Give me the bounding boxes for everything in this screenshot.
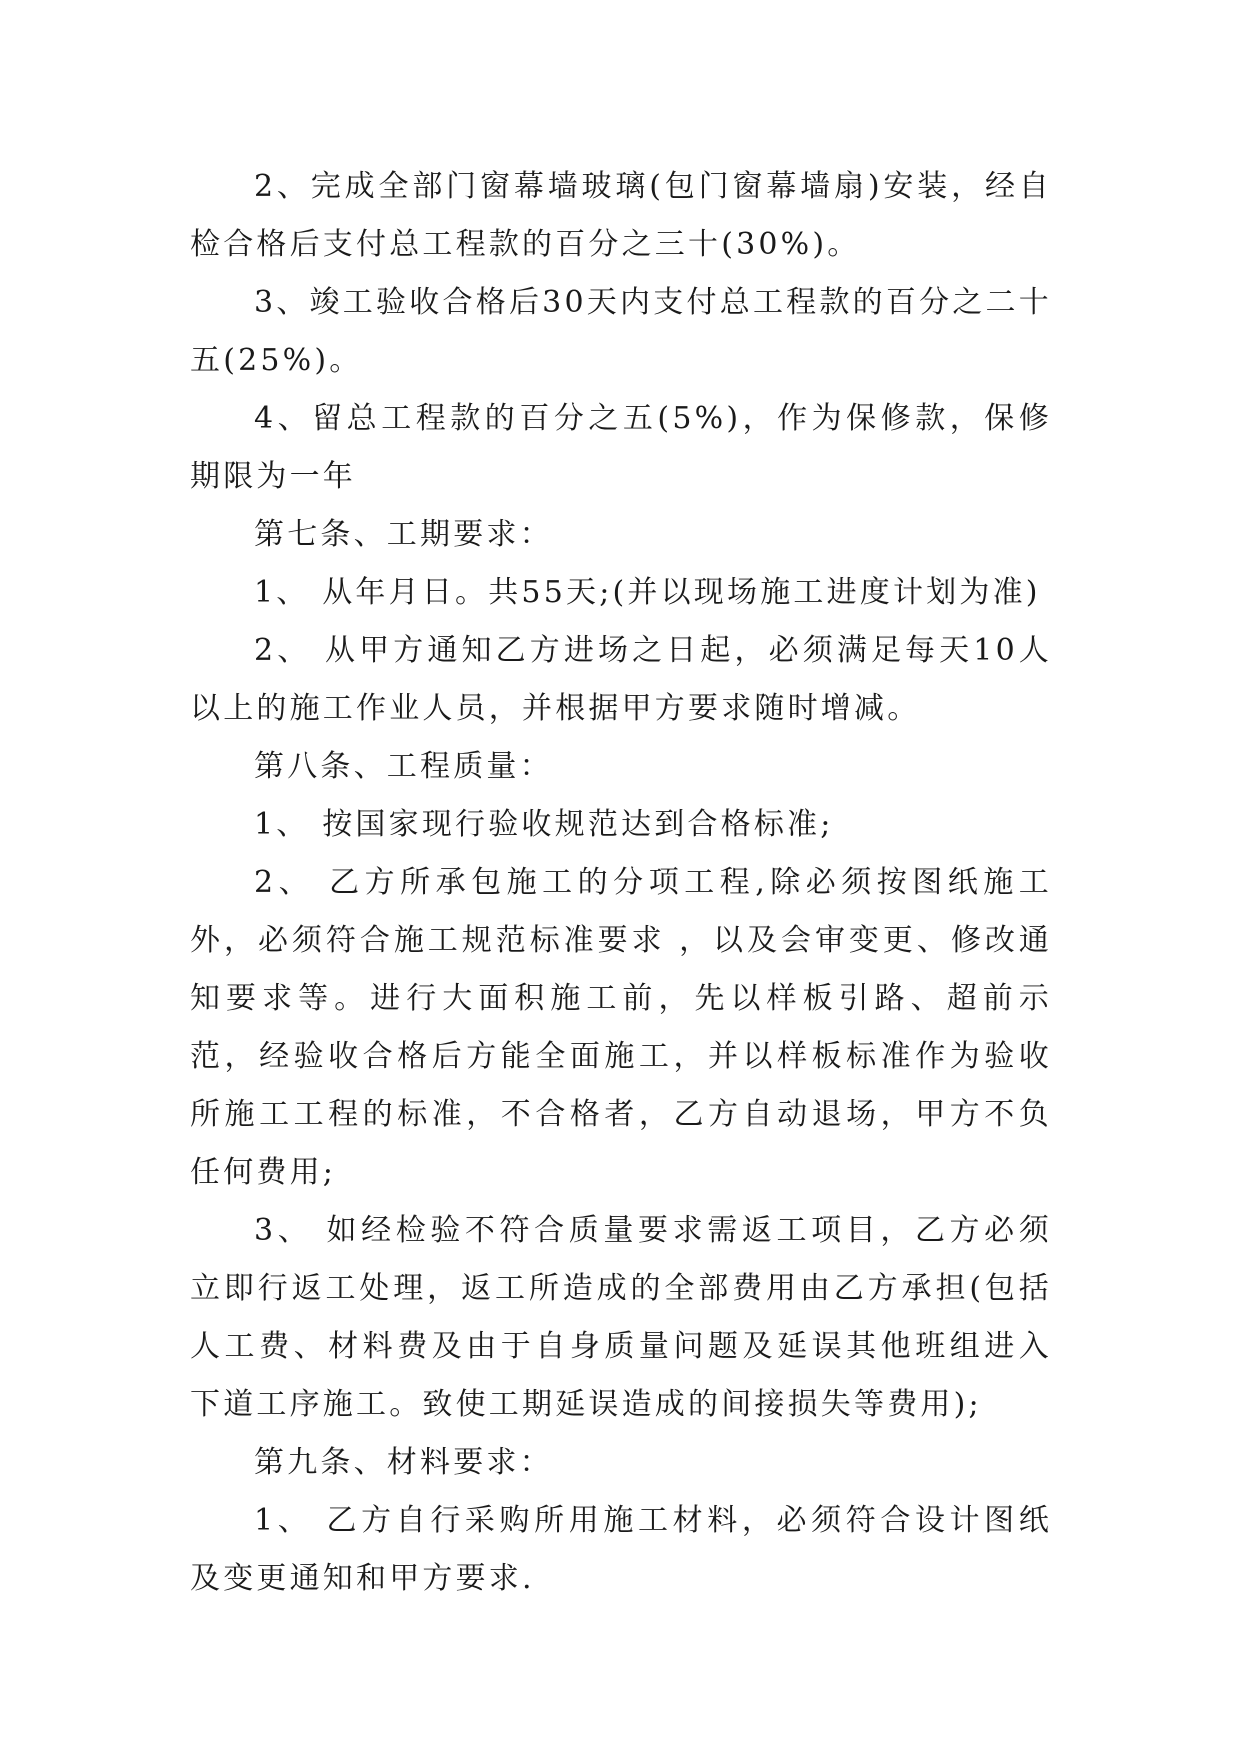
document-body [190,158,1052,1608]
section-heading-article-9: 第九条、材料要求： [254,1445,553,1480]
paragraph-schedule-1: 1、 从年月日。共55天;(并以现场施工进度计划为准) [254,575,1041,610]
paragraph-materials-1: 1、 乙方自行采购所用施工材料，必须符合设计图纸及变更通知和甲方要求. [190,1503,1052,1596]
section-heading-article-8: 第八条、工程质量： [254,749,553,784]
paragraph-payment-4: 4、留总工程款的百分之五(5%)，作为保修款，保修期限为一年 [190,401,1052,494]
paragraph-quality-2: 2、 乙方所承包施工的分项工程,除必须按图纸施工外，必须符合施工规范标准要求 ，以及会审变更、修改通知要求等。进行大面积施工前，先以样板引路、超前示范，经验收合格后方能全面施工，并以样板标准作为验收所施工工程的标准，不合格者，乙方自动退场，甲方不负任何费用; [190,865,1052,1190]
paragraph-payment-2: 2、完成全部门窗幕墙玻璃(包门窗幕墙扇)安装，经自检合格后支付总工程款的百分之三十(30%)。 [190,169,1052,262]
paragraph-quality-3: 3、 如经检验不符合质量要求需返工项目，乙方必须立即行返工处理，返工所造成的全部费用由乙方承担(包括人工费、材料费及由于自身质量问题及延误其他班组进入下道工序施工。致使工期延误造成的间接损失等费用); [190,1213,1052,1422]
section-heading-article-7: 第七条、工期要求： [254,517,553,552]
paragraph-schedule-2: 2、 从甲方通知乙方进场之日起，必须满足每天10人以上的施工作业人员，并根据甲方要求随时增减。 [190,633,1052,726]
paragraph-payment-3: 3、竣工验收合格后30天内支付总工程款的百分之二十五(25%)。 [190,285,1052,378]
paragraph-quality-1: 1、 按国家现行验收规范达到合格标准; [254,807,834,842]
